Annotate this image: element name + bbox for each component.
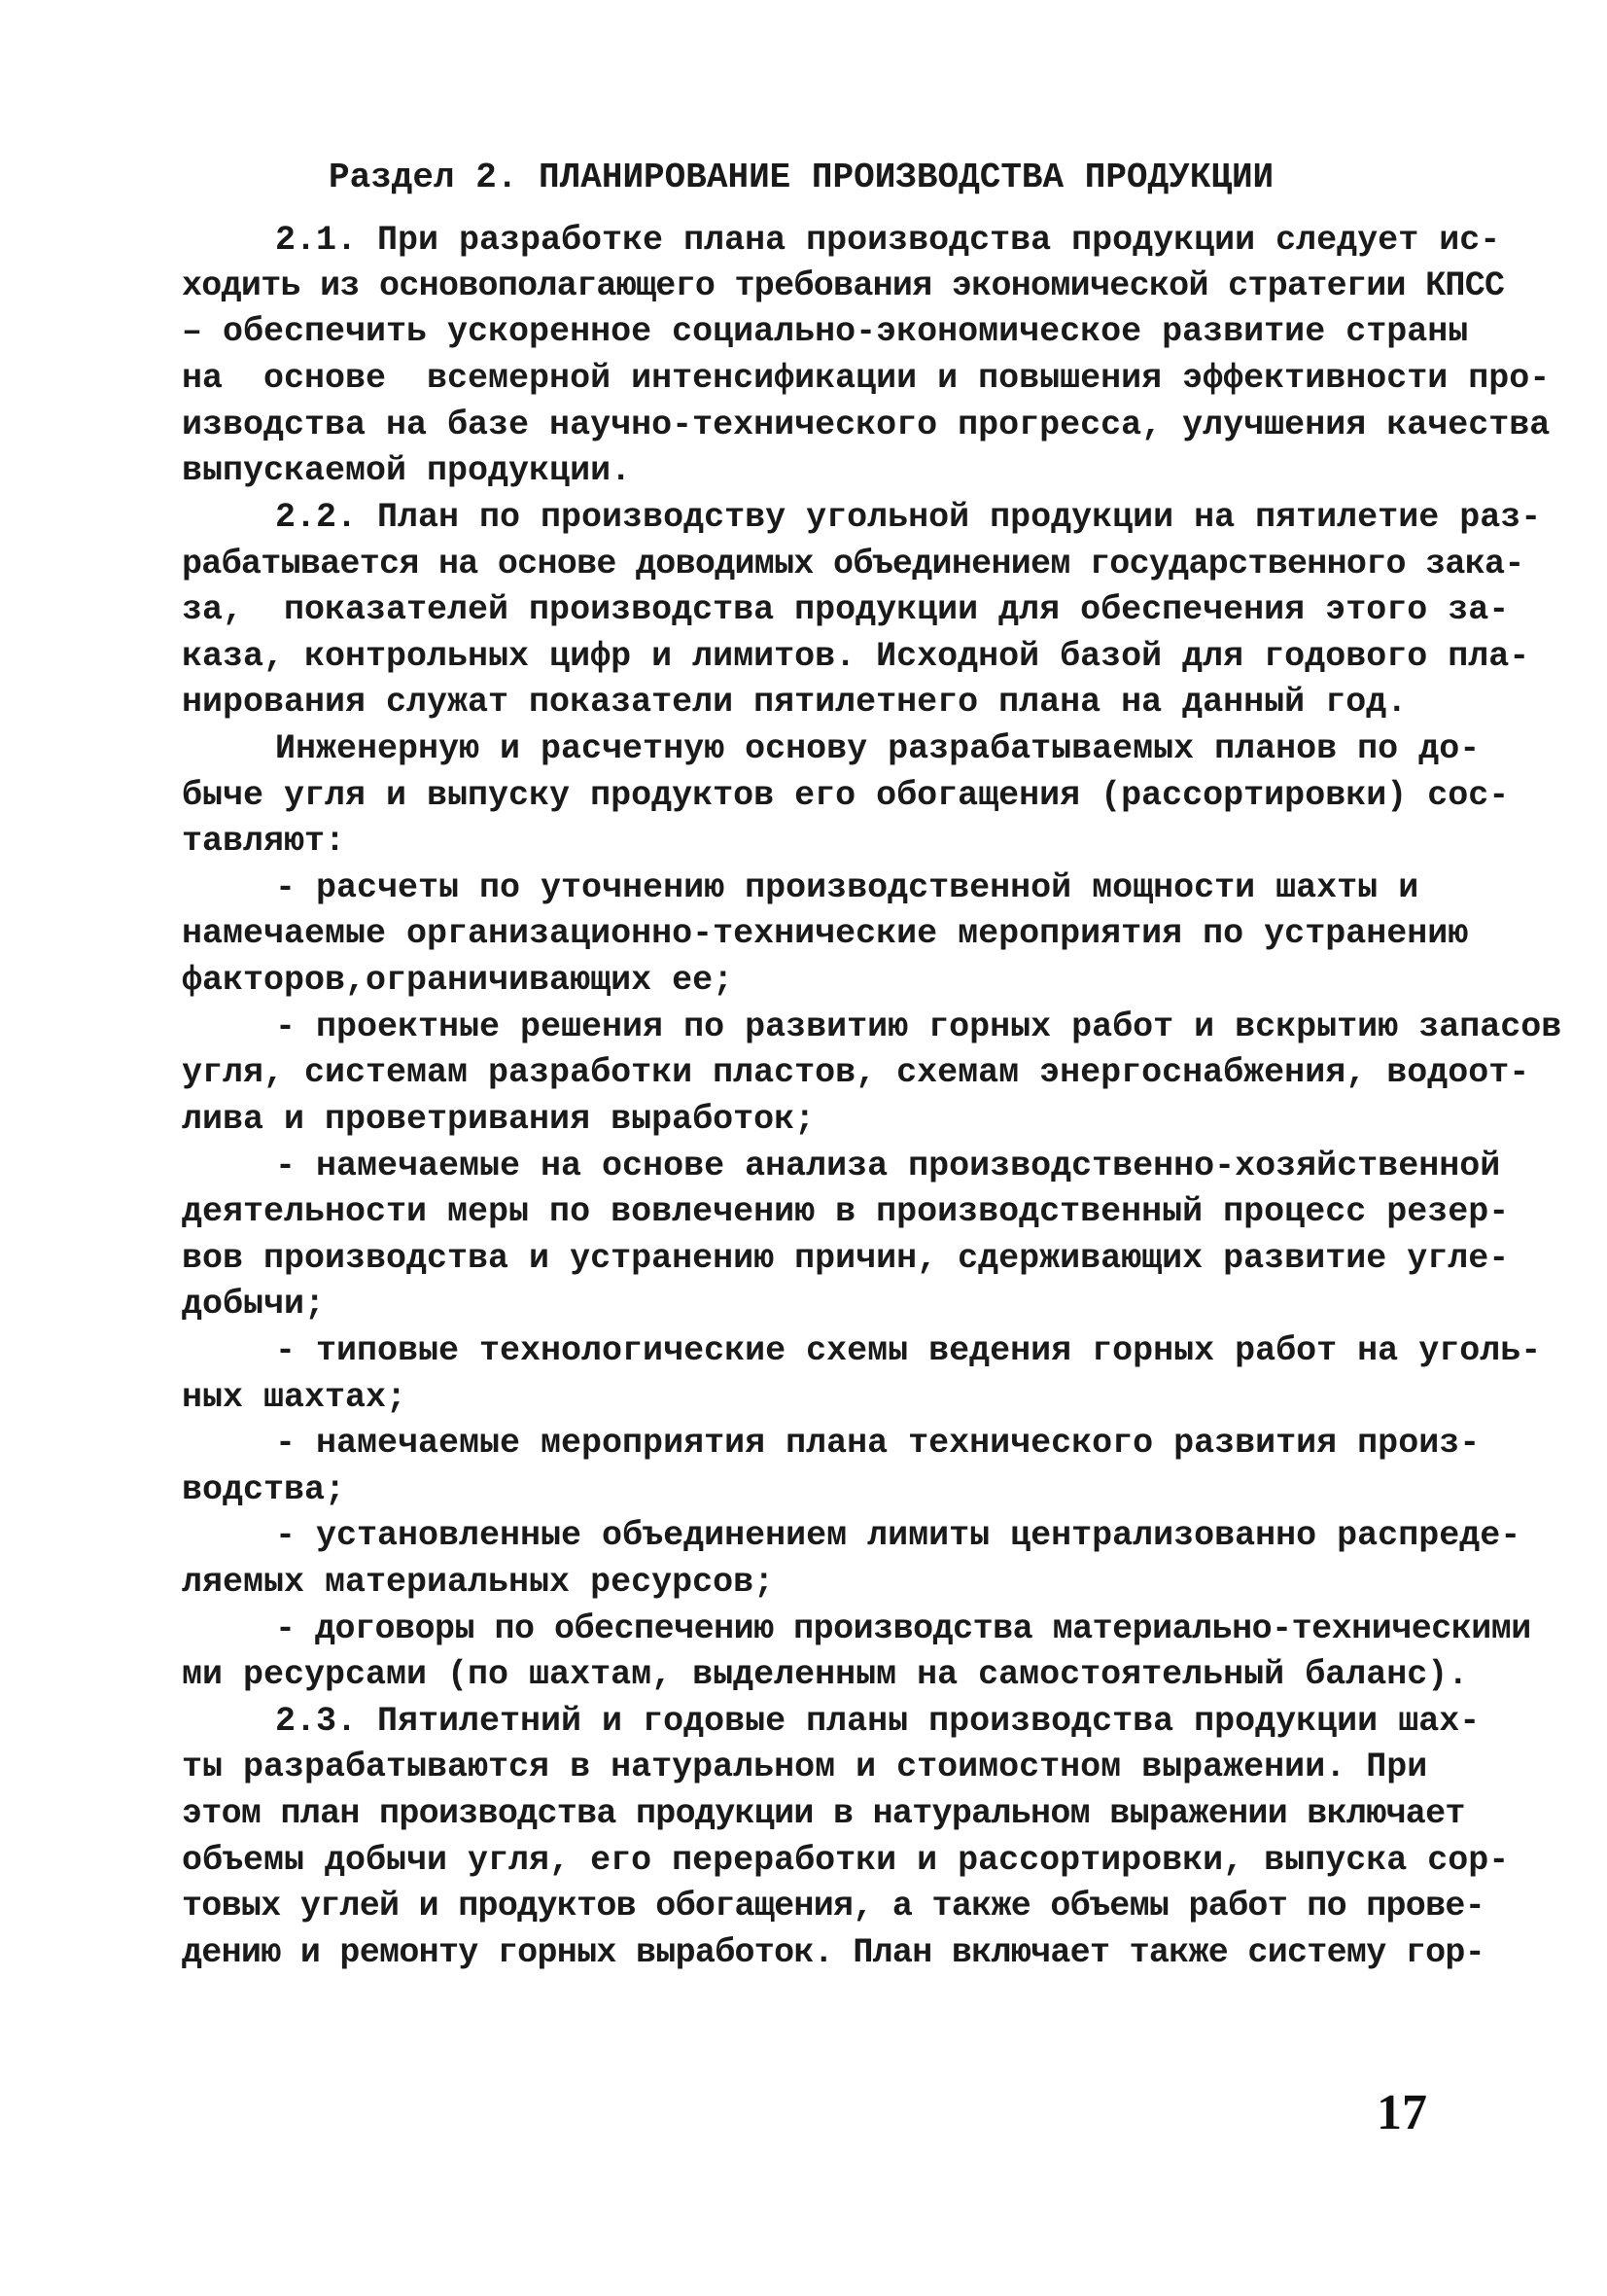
- text-line: на основе всемерной интенсификации и повышения эффективности про-: [182, 359, 1551, 398]
- page-number: 17: [1377, 2085, 1427, 2140]
- text-line: лива и проветривания выработок;: [182, 1100, 816, 1139]
- text-line: рабатывается на основе доводимых объединением государственного зака-: [182, 545, 1524, 583]
- text-line: – обеспечить ускоренное социально-экономическое развитие страны: [182, 312, 1469, 351]
- text-line: вов производства и устранению причин, сдерживающих развитие угле-: [182, 1239, 1510, 1278]
- text-line: тавляют:: [182, 822, 346, 861]
- text-line: - расчеты по уточнению производственной мощности шахты и: [275, 868, 1419, 907]
- text-line: каза, контрольных цифр и лимитов. Исходной базой для годового пла-: [182, 637, 1530, 676]
- text-line: добычи;: [182, 1285, 326, 1324]
- text-line: водства;: [182, 1470, 346, 1509]
- text-line: ходить из основополагающего требования экономической стратегии КПСС: [182, 266, 1505, 305]
- text-line: Инженерную и расчетную основу разрабатываемых планов по до-: [275, 729, 1481, 768]
- text-line: - намечаемые на основе анализа производственно-хозяйственной: [275, 1147, 1501, 1185]
- text-line: выпускаемой продукции.: [182, 451, 632, 490]
- text-line: объемы добычи угля, его переработки и рассортировки, выпуска сор-: [182, 1841, 1510, 1880]
- text-line: дению и ремонту горных выработок. План включает также систему гор-: [182, 1933, 1485, 1972]
- text-line: быче угля и выпуску продуктов его обогащения (рассортировки) сос-: [182, 776, 1510, 815]
- text-line: нирования служат показатели пятилетнего плана на данный год.: [182, 683, 1408, 722]
- text-line: - типовые технологические схемы ведения горных работ на уголь-: [275, 1331, 1542, 1370]
- text-line: 2.3. Пятилетний и годовые планы производства продукции шах-: [275, 1702, 1481, 1741]
- text-line: угля, системам разработки пластов, схемам энергоснабжения, водоот-: [182, 1053, 1530, 1092]
- text-line: деятельности меры по вовлечению в производственный процесс резер-: [182, 1192, 1510, 1231]
- text-line: товых углей и продуктов обогащения, а также объемы работ по прове-: [182, 1887, 1485, 1925]
- text-line: ных шахтах;: [182, 1378, 407, 1417]
- text-line: - намечаемые мероприятия плана технического развития произ-: [275, 1424, 1481, 1463]
- text-line: - проектные решения по развитию горных работ и вскрытию запасов: [275, 1007, 1562, 1046]
- text-line: - договоры по обеспечению производства материально-техническими: [275, 1609, 1531, 1648]
- text-line: ляемых материальных ресурсов;: [182, 1563, 775, 1602]
- text-line: изводства на базе научно-технического прогресса, улучшения качества: [182, 406, 1551, 444]
- text-line: 2.1. При разработке плана производства продукции следует ис-: [275, 221, 1501, 260]
- text-line: за, показателей производства продукции для обеспечения этого за-: [182, 590, 1510, 629]
- text-line: ми ресурсами (по шахтам, выделенным на самостоятельный баланс).: [182, 1655, 1469, 1694]
- text-line: этом план производства продукции в натуральном выражении включает: [182, 1794, 1465, 1833]
- text-line: факторов,ограничивающих ее;: [182, 961, 734, 1000]
- text-line: намечаемые организационно-технические мероприятия по устранению: [182, 914, 1469, 953]
- text-line: 2.2. План по производству угольной продукции на пятилетие раз-: [275, 498, 1542, 537]
- text-line: - установленные объединением лимиты централизованно распреде-: [275, 1516, 1521, 1555]
- section-heading: Раздел 2. ПЛАНИРОВАНИЕ ПРОИЗВОДСТВА ПРОДУКЦИИ: [329, 158, 1275, 197]
- text-line: ты разрабатываются в натуральном и стоимостном выражении. При: [182, 1748, 1428, 1786]
